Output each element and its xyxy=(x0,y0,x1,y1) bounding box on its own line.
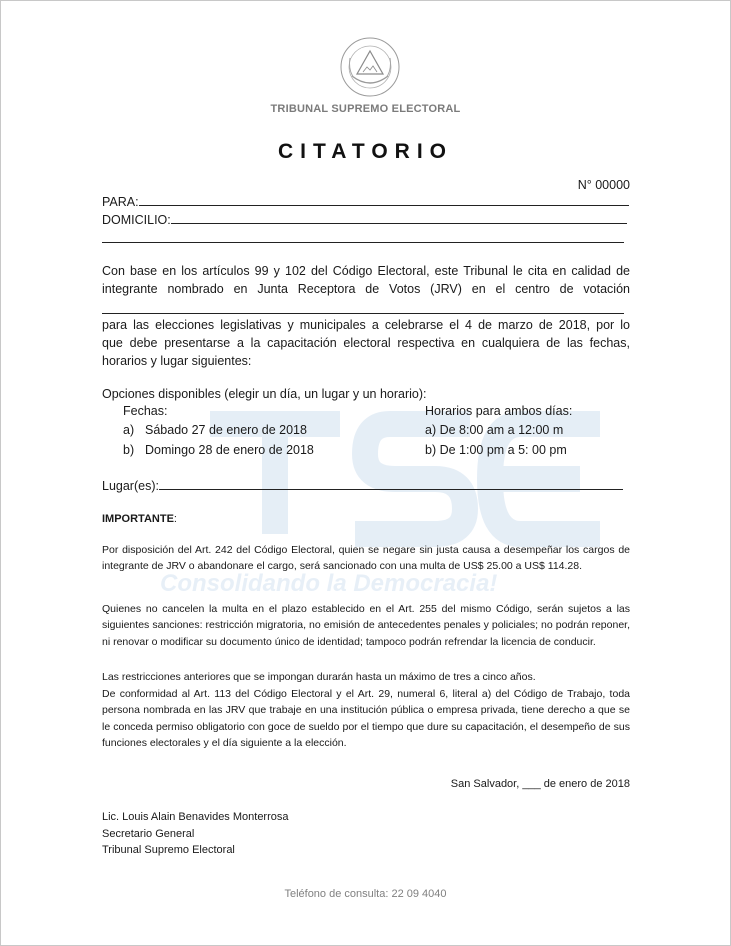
signer-institution: Tribunal Supremo Electoral xyxy=(102,844,235,856)
national-seal-icon xyxy=(338,36,402,98)
hours-label: Horarios para ambos días: xyxy=(425,404,573,418)
voting-center-blank-line[interactable] xyxy=(102,313,624,314)
domicilio-blank-line[interactable] xyxy=(171,212,627,224)
signer-position: Secretario General xyxy=(102,827,195,840)
date-option-b[interactable]: Domingo 28 de enero de 2018 xyxy=(145,443,314,457)
important-paragraph-4: De conformidad al Art. 113 del Código Electoral y el Art. 29, numeral 6, literal a) del Código de Trabajo, toda persona nombrada en las JRV que trabaje en una institución pública o empresa privada, tiene derecho a que se le conceda permiso obligatorio con goce de sueldo por el tiempo que dure su capacitación, el desempeño de sus funciones electorales y el día siguiente a la elección. xyxy=(102,688,630,749)
footer-phone: Teléfono de consulta: 22 09 4040 xyxy=(284,888,447,900)
document-number: N° 00000 xyxy=(577,178,630,192)
intro2-line-1: para las elecciones legislativas y municipales a celebrarse el 4 de marzo de 2018, por lo xyxy=(102,318,630,332)
signature-block xyxy=(102,809,289,859)
intro-line-1: Con base en los artículos 99 y 102 del Código Electoral, este Tribunal le cita en calidad de xyxy=(102,264,630,278)
intro-paragraph xyxy=(102,262,630,298)
para-blank-line[interactable] xyxy=(139,194,629,206)
document-title: CITATORIO xyxy=(278,140,453,163)
date-line: San Salvador, ___ de enero de 2018 xyxy=(450,778,630,790)
dates-label: Fechas: xyxy=(123,404,168,418)
hour-option-a[interactable]: a) De 8:00 am a 12:00 m xyxy=(425,423,564,437)
intro-line-2: integrante nombrado en Junta Receptora de Votos (JRV) en el centro de votación xyxy=(102,282,630,296)
domicilio-blank-line-2[interactable] xyxy=(102,242,624,243)
para-field[interactable] xyxy=(102,194,629,209)
place-label: Lugar(es): xyxy=(102,479,159,493)
para-label: PARA: xyxy=(102,195,139,209)
intro2-line-3: horarios y lugar siguientes: xyxy=(102,354,252,368)
watermark-slogan: Consolidando la Democracia! xyxy=(160,570,498,597)
important-heading xyxy=(102,513,177,525)
important-paragraph-3: Las restricciones anteriores que se impongan durarán hasta un máximo de tres a cinco años. xyxy=(102,671,536,683)
important-label: IMPORTANTE xyxy=(102,513,174,525)
date-option-a-marker: a) xyxy=(123,423,135,437)
date-option-b-marker: b) xyxy=(123,443,135,457)
important-colon: : xyxy=(173,513,177,525)
intro-paragraph-2 xyxy=(102,316,630,370)
place-field[interactable] xyxy=(102,478,623,493)
org-name-header: TRIBUNAL SUPREMO ELECTORAL xyxy=(270,103,461,115)
place-blank-line[interactable] xyxy=(159,478,623,490)
signer-name: Lic. Louis Alain Benavides Monterrosa xyxy=(102,811,289,823)
important-paragraph-1: Por disposición del Art. 242 del Código Electoral, quien se negare sin justa causa a desempeñar los cargos de integrante de JRV o abandonare el cargo, será sancionado con una multa de US$ 25.00 a US$ 114.28. xyxy=(102,544,630,573)
intro2-line-2: que debe presentarse a la capacitación electoral respectiva en cualquiera de las fechas, xyxy=(102,336,630,350)
important-paragraph-2: Quienes no cancelen la multa en el plazo establecido en el Art. 255 del mismo Código, serán sujetos a las siguientes sanciones: restricción migratoria, no emisión de antecedentes penales y policiales; no podrán reponer, ni renovar o modificar su documento único de identidad; tampoco podrán refrendar la licencia de conducir. xyxy=(102,603,630,648)
date-option-a[interactable]: Sábado 27 de enero de 2018 xyxy=(145,423,307,437)
domicilio-label: DOMICILIO: xyxy=(102,213,171,227)
options-heading: Opciones disponibles (elegir un día, un lugar y un horario): xyxy=(102,387,427,401)
domicilio-field[interactable] xyxy=(102,212,627,227)
hour-option-b[interactable]: b) De 1:00 pm a 5: 00 pm xyxy=(425,443,567,457)
